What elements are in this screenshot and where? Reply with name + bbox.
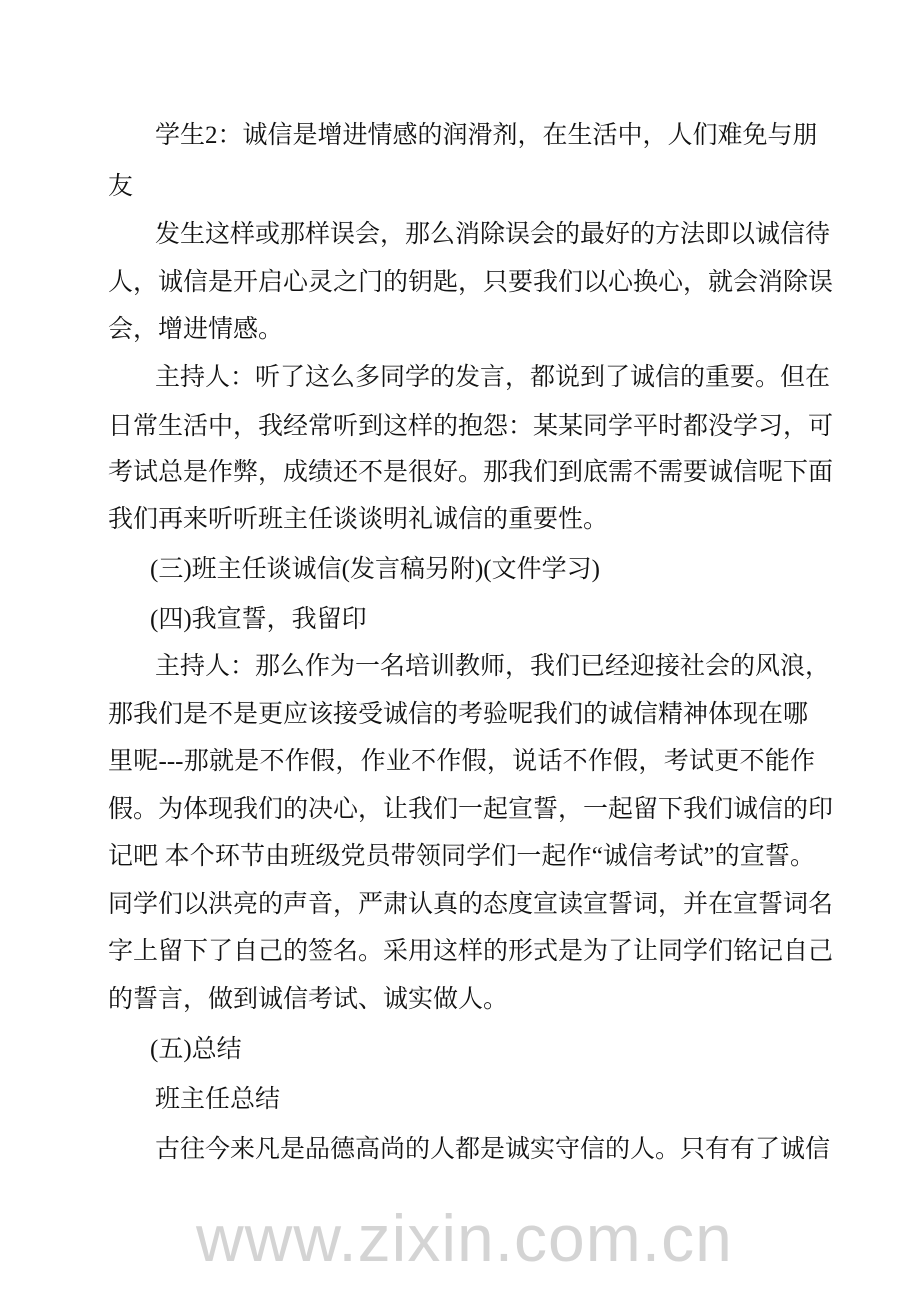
paragraph-line: 同学们以洪亮的声音，严肃认真的态度宣读宣誓词，并在宣誓词名 [108, 891, 834, 918]
paragraph-line: 学生2：诚信是增进情感的润滑剂，在生活中，人们难免与朋 [155, 122, 818, 149]
paragraph-line: 字上留下了自己的签名。采用这样的形式是为了让同学们铭记自己 [108, 938, 834, 965]
section-heading: (四)我宣誓，我留印 [150, 606, 367, 633]
paragraph-line: 古往今来凡是品德高尚的人都是诚实守信的人。只有有了诚信 [155, 1136, 831, 1163]
paragraph-line: 主持人：听了这么多同学的发言，都说到了诚信的重要。但在 [155, 364, 831, 391]
paragraph-line: 友 [108, 173, 134, 200]
paragraph-line: 考试总是作弊，成绩还不是很好。那我们到底需不需要诚信呢下面 [108, 459, 834, 486]
paragraph-line: 记吧 本个环节由班级党员带领同学们一起作“诚信考试”的宣誓。 [108, 843, 815, 870]
paragraph-line: 主持人：那么作为一名培训教师，我们已经迎接社会的风浪， [155, 653, 831, 680]
paragraph-line: 人，诚信是开启心灵之门的钥匙，只要我们以心换心，就会消除误 [108, 269, 834, 296]
section-heading: (五)总结 [150, 1036, 242, 1063]
paragraph-line: 假。为体现我们的决心，让我们一起宣誓，一起留下我们诚信的印 [108, 796, 834, 823]
paragraph-line: 那我们是不是更应该接受诚信的考验呢我们的诚信精神体现在哪 [108, 701, 809, 728]
paragraph-line: 的誓言，做到诚信考试、诚实做人。 [108, 986, 509, 1013]
paragraph-line: 日常生活中，我经常听到这样的抱怨：某某同学平时都没学习，可 [108, 413, 834, 440]
section-heading: (三)班主任谈诚信(发言稿另附)(文件学习) [150, 556, 600, 583]
paragraph-line: 里呢---那就是不作假，作业不作假，说话不作假，考试更不能作 [108, 748, 815, 775]
watermark: www.zixin.com.cn [196, 1201, 733, 1275]
paragraph-line: 发生这样或那样误会，那么消除误会的最好的方法即以诚信待 [155, 221, 831, 248]
paragraph-line: 我们再来听听班主任谈谈明礼诚信的重要性。 [108, 506, 609, 533]
paragraph-line: 班主任总结 [155, 1086, 281, 1113]
paragraph-line: 会，增进情感。 [108, 316, 284, 343]
